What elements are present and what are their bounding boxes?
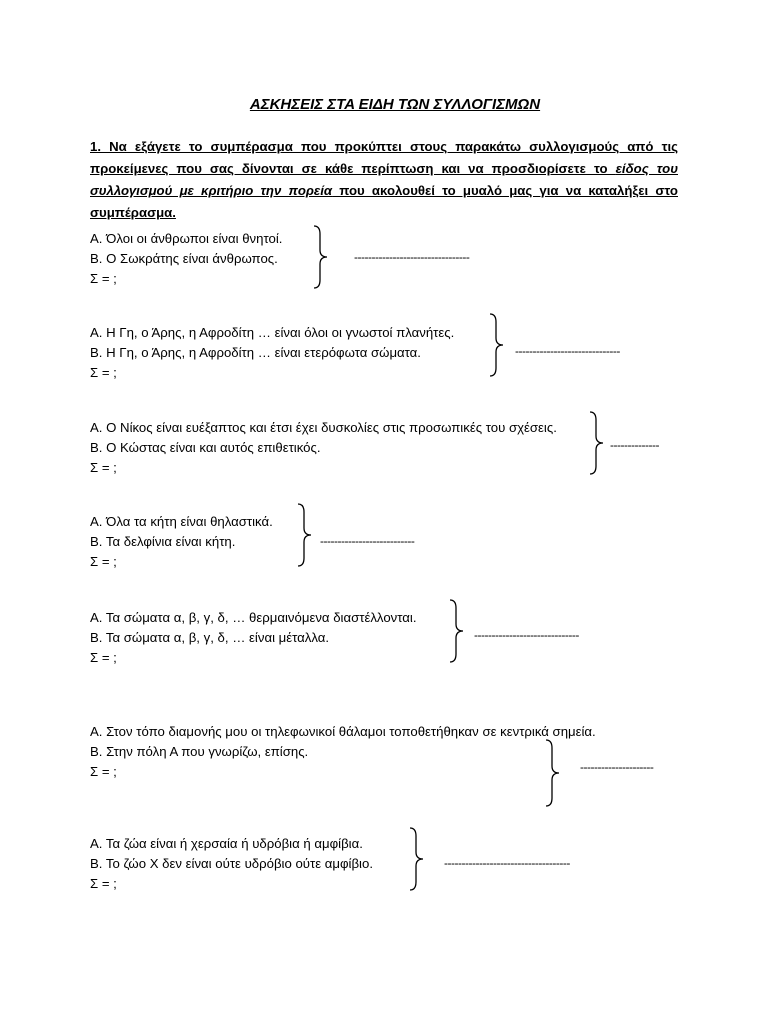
premise-b: Β. Το ζώο Χ δεν είναι ούτε υδρόβιο ούτε αμφίβιο. [90,856,373,871]
premise-b: Β. Ο Κώστας είναι και αυτός επιθετικός. [90,440,321,455]
curly-brace-icon [408,826,428,892]
instructions-emphasis: είδος του συλλογισμού με κριτήριο την πορεία [90,161,678,198]
curly-brace-icon [312,224,332,290]
premise-b: Β. Στην πόλη Α που γνωρίζω, επίσης. [90,744,309,759]
exercise-7 [90,834,373,894]
premise-a: Α. Ο Νίκος είναι ευέξαπτος και έτσι έχει δυσκολίες στις προσωπικές του σχέσεις. [90,420,557,435]
answer-blank: ------------------------------------ [444,856,570,870]
answer-blank: ------------------------------ [515,344,620,358]
conclusion: Σ = ; [90,554,117,569]
answer-blank: --------------------------- [320,534,415,548]
premise-b: Β. Τα δελφίνια είναι κήτη. [90,534,236,549]
premise-a: Α. Όλοι οι άνθρωποι είναι θνητοί. [90,231,283,246]
answer-blank: --------------------- [580,760,654,774]
curly-brace-icon [544,738,564,808]
conclusion: Σ = ; [90,650,117,665]
exercise-2 [90,323,454,383]
curly-brace-icon [448,598,468,664]
instructions-text: 1. Να εξάγετε το συμπέρασμα που προκύπτει στους παρακάτω συλλογισμούς από τις προκείμενες που σας δίνονται σε κάθε περίπτωση και να προσδιορίσετε το [90,139,678,176]
premise-a: Α. Τα ζώα είναι ή χερσαία ή υδρόβια ή αμφίβια. [90,836,363,851]
conclusion: Σ = ; [90,271,117,286]
curly-brace-icon [488,312,508,378]
answer-blank: ------------------------------ [474,628,579,642]
answer-blank: -------------- [610,438,659,452]
premise-b: Β. Ο Σωκράτης είναι άνθρωπος. [90,251,278,266]
conclusion: Σ = ; [90,460,117,475]
instructions-text-end: που ακολουθεί το μυαλό μας για να καταλήξει στο συμπέρασμα. [90,183,678,220]
conclusion: Σ = ; [90,365,117,380]
premise-a: Α. Τα σώματα α, β, γ, δ, … θερμαινόμενα διαστέλλονται. [90,610,417,625]
instructions [90,136,678,224]
premise-b: Β. Η Γη, ο Άρης, η Αφροδίτη … είναι ετερόφωτα σώματα. [90,345,421,360]
exercise-1 [90,229,282,289]
conclusion: Σ = ; [90,876,117,891]
conclusion: Σ = ; [90,764,117,779]
exercise-4 [90,512,273,572]
premise-a: Α. Η Γη, ο Άρης, η Αφροδίτη … είναι όλοι οι γνωστοί πλανήτες. [90,325,455,340]
premise-a: Α. Όλα τα κήτη είναι θηλαστικά. [90,514,273,529]
exercise-6 [90,722,596,782]
premise-b: Β. Τα σώματα α, β, γ, δ, … είναι μέταλλα. [90,630,330,645]
premise-a: Α. Στον τόπο διαμονής μου οι τηλεφωνικοί θάλαμοι τοποθετήθηκαν σε κεντρικά σημεία. [90,724,596,739]
exercise-3 [90,418,557,478]
curly-brace-icon [588,410,608,476]
curly-brace-icon [296,502,316,568]
answer-blank: --------------------------------- [354,250,470,264]
page-title: ΑΣΚΗΣΕΙΣ ΣΤΑ ΕΙΔΗ ΤΩΝ ΣΥΛΛΟΓΙΣΜΩΝ [249,96,541,113]
exercise-5 [90,608,417,668]
